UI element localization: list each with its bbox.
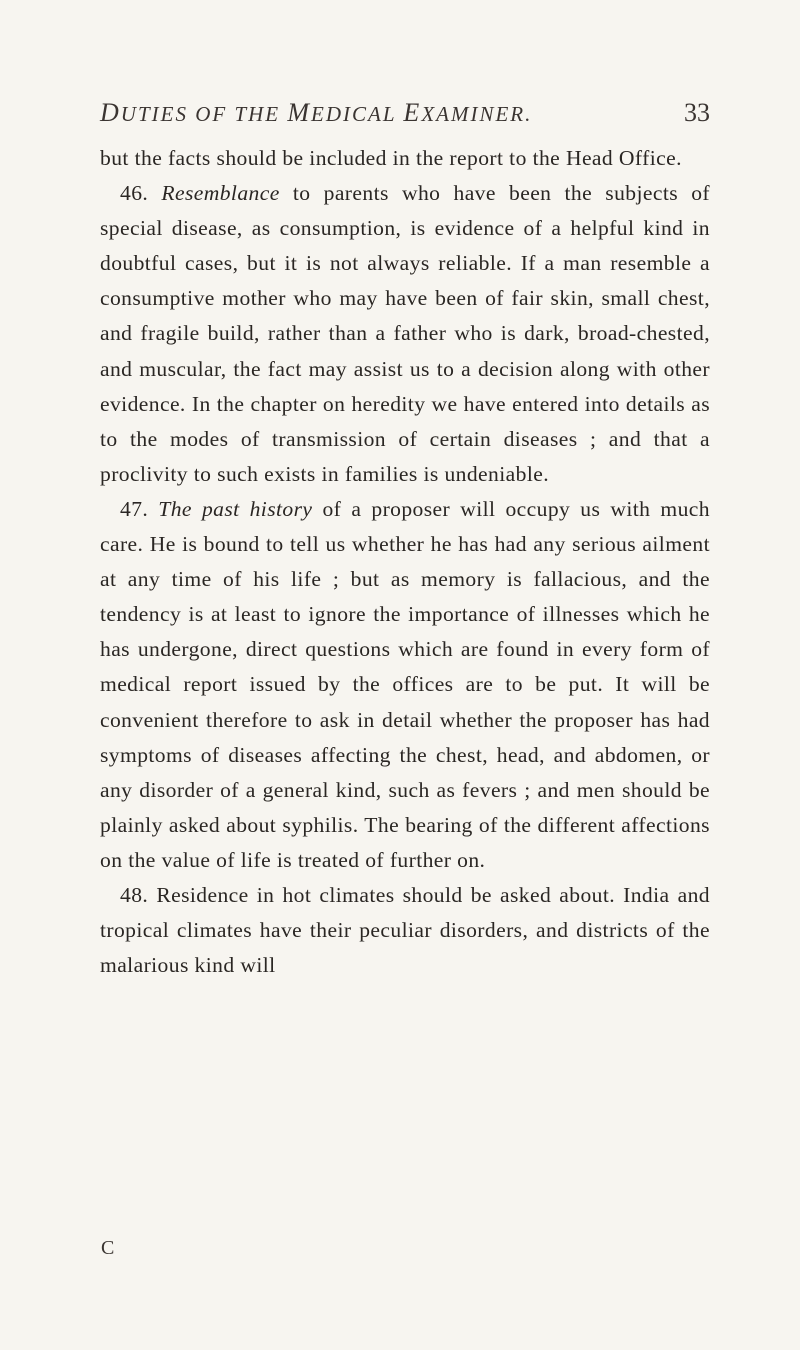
paragraph-lead: The past history: [158, 496, 313, 521]
running-head: [100, 98, 710, 138]
paragraph-number: 47.: [120, 496, 149, 521]
title-initial-d: D: [100, 98, 121, 127]
paragraph-48: [100, 878, 710, 983]
paragraph-number: 46.: [120, 181, 149, 206]
title-part-medical: EDICAL: [311, 102, 404, 126]
title-initial-m: M: [287, 98, 312, 127]
title-part-duties: UTIES OF THE: [120, 102, 288, 126]
running-title: [100, 98, 532, 128]
paragraph-47: [100, 492, 710, 878]
body-text: [100, 141, 710, 983]
paragraph-number: 48.: [120, 882, 149, 907]
title-initial-e: E: [403, 98, 422, 127]
paragraph-text: but the facts should be included in the report to the Head Office.: [100, 146, 682, 170]
title-part-examiner: XAMINER.: [421, 102, 533, 126]
paragraph-text: Residence in hot climates should be asked about. India and tropical climates have their peculiar disorders, and districts of the malarious kind will: [100, 882, 710, 978]
paragraph-text: to parents who have been the subjects of special disease, as consumption, is evidence of a helpful kind in doubtful cases, but it is not always reliable. If a man resemble a consumptive mother who may have been of fair skin, small chest, and fragile build, rather than a father who is dark, broad-chested, and muscular, the fact may assist us to a decision along with other evidence. In the chapter on heredity we have entered into details as to the modes of transmission of certain diseases ; and that a proclivity to such exists in families is undeniable.: [100, 181, 710, 486]
paragraph-text: of a proposer will occupy us with much care. He is bound to tell us whether he has had any serious ailment at any time of his life ; but as memory is fallacious, and the tendency is at least to ignore the importance of illnesses which he has undergone, direct questions which are found in every form of medical report issued by the offices are to be put. It will be convenient therefore to ask in detail whether the proposer has had symptoms of diseases affecting the chest, head, and abdomen, or any disorder of a general kind, such as fevers ; and men should be plainly asked about syphilis. The bearing of the different affections on the value of life is treated of further on.: [100, 496, 710, 872]
paragraph-46: [100, 176, 710, 492]
paragraph-continuation: [100, 141, 710, 176]
paragraph-lead: Resemblance: [161, 181, 280, 206]
signature-mark: C: [101, 1237, 116, 1259]
page-number: 33: [684, 98, 710, 127]
